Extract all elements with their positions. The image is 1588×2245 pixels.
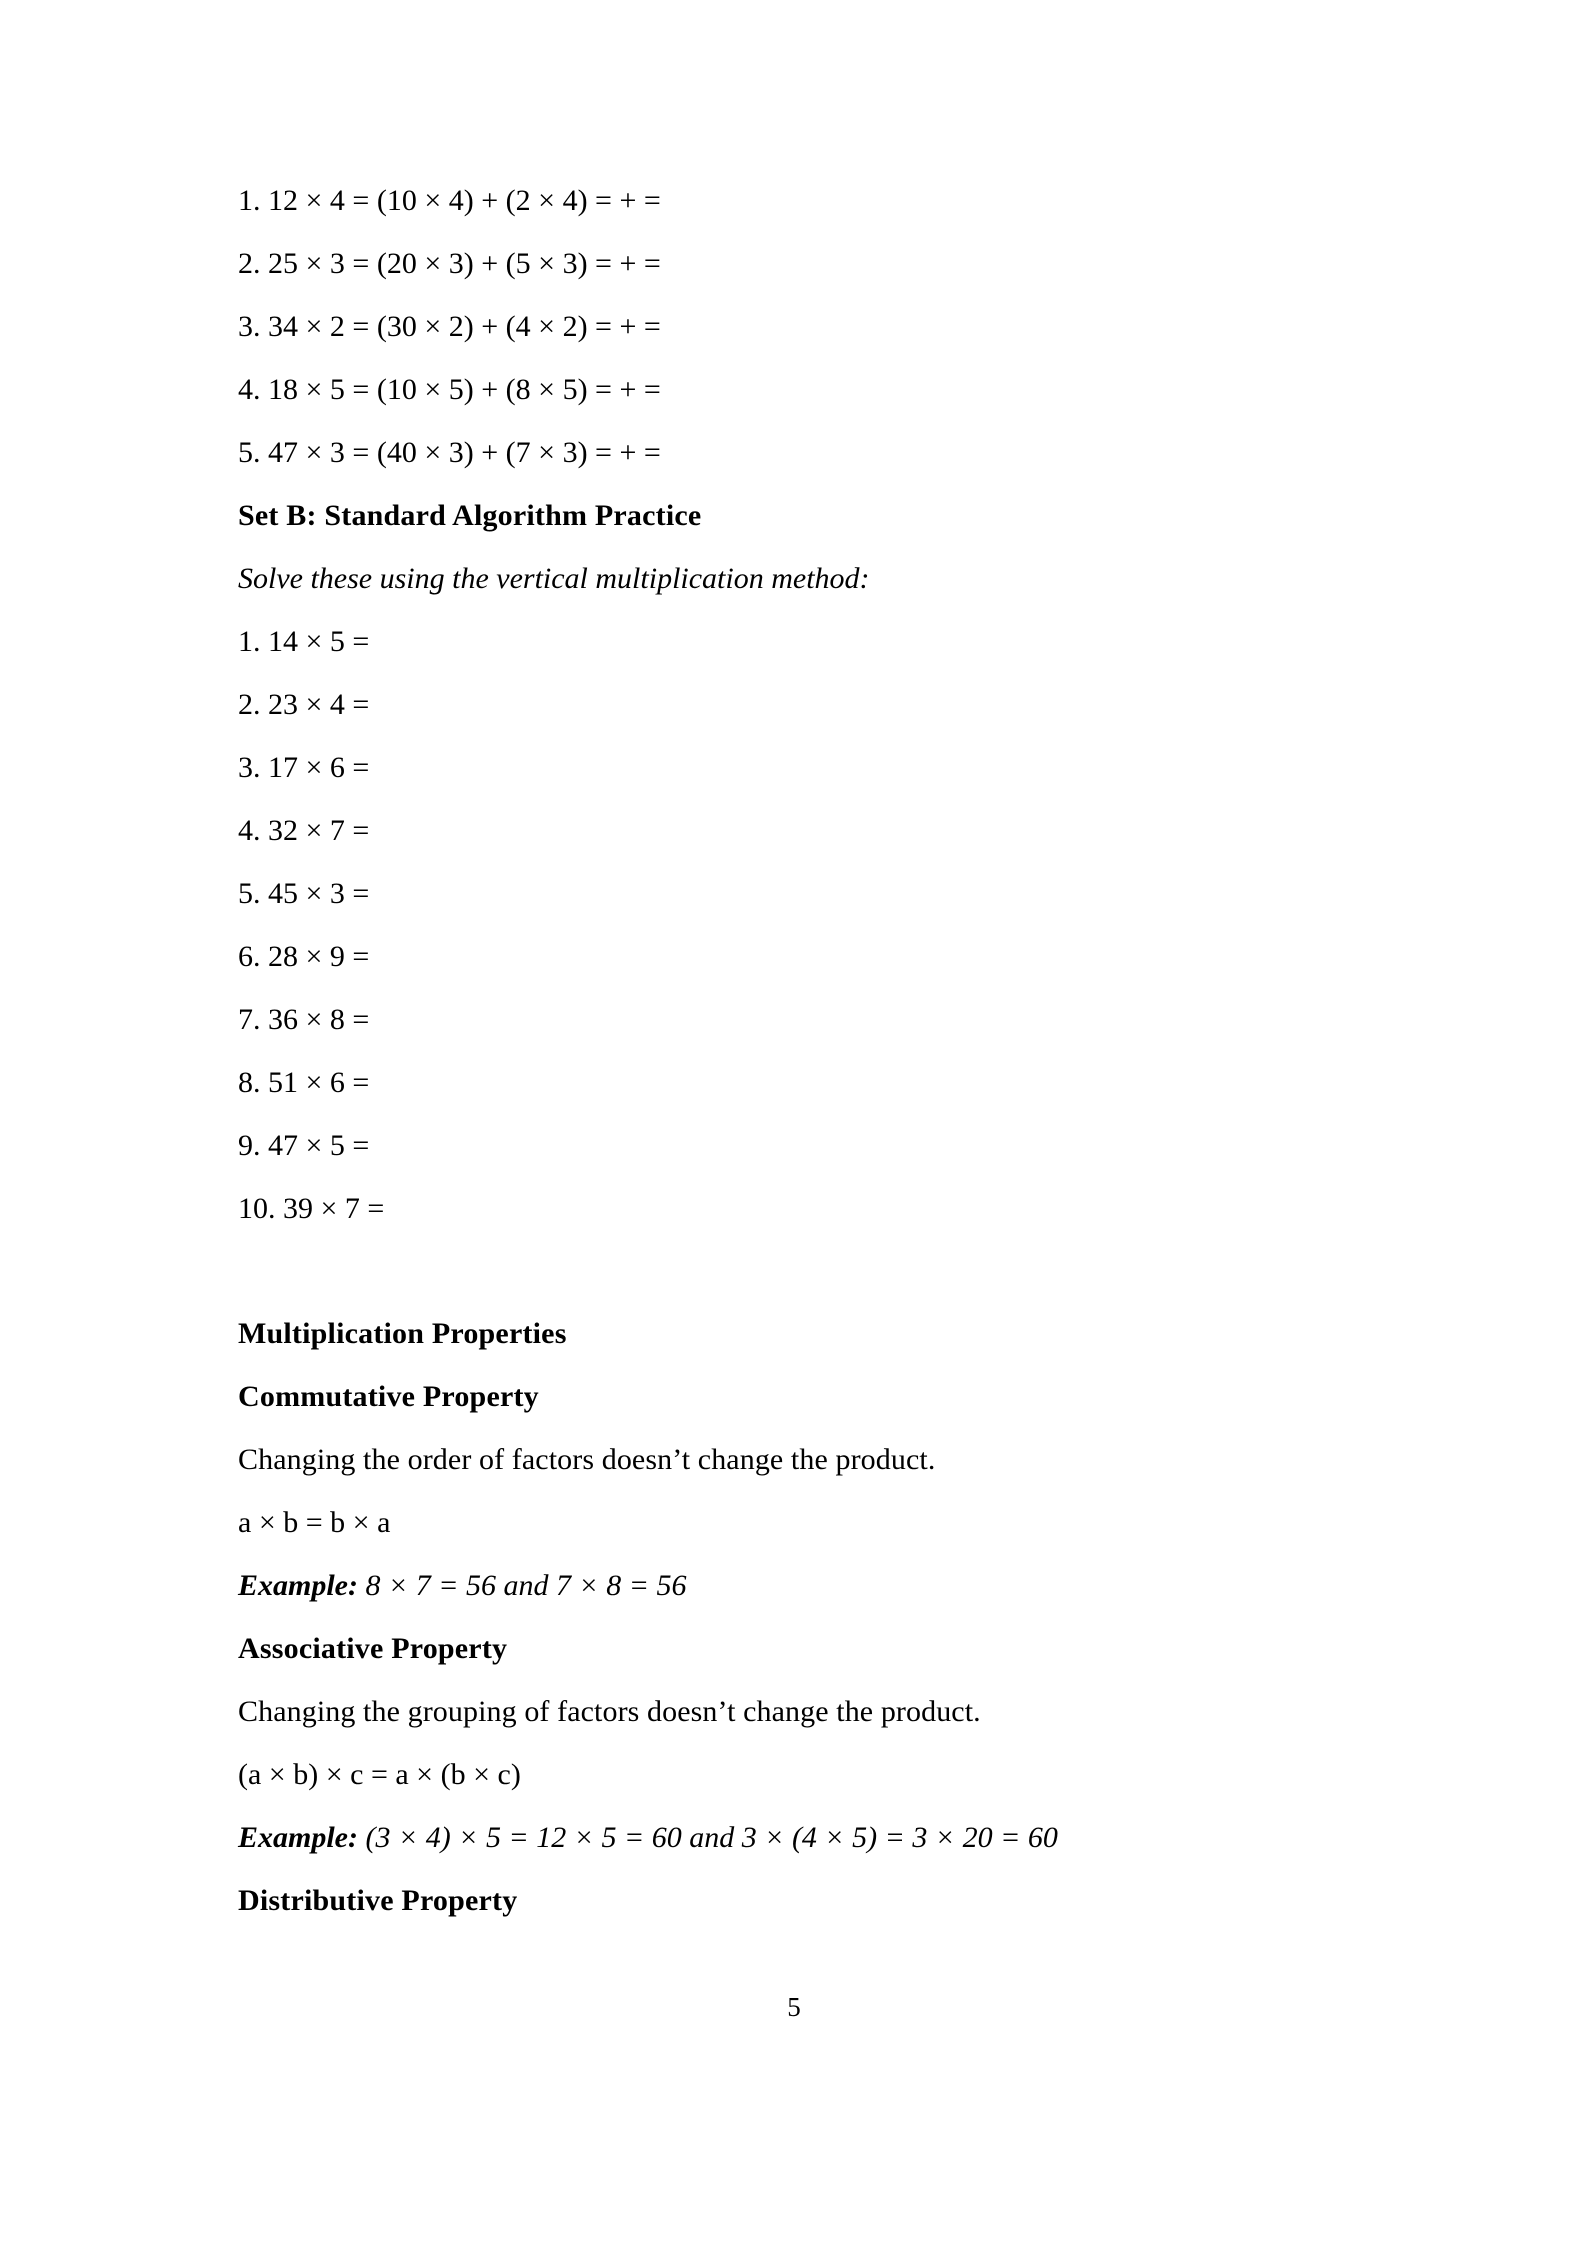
set-b-heading: Set B: Standard Algorithm Practice xyxy=(238,499,702,532)
commutative-property-example xyxy=(238,1571,1348,1601)
example-label: Example: xyxy=(238,1821,358,1854)
set-b-item: 4. 32 × 7 = xyxy=(238,814,370,847)
associative-property-example xyxy=(238,1823,1348,1853)
set-b-item: 1. 14 × 5 = xyxy=(238,625,370,658)
multiplication-properties-heading: Multiplication Properties xyxy=(238,1317,567,1350)
set-b-item: 10. 39 × 7 = xyxy=(238,1192,385,1225)
section-spacer xyxy=(238,1257,1348,1319)
associative-property-description: Changing the grouping of factors doesn’t change the product. xyxy=(238,1695,981,1728)
set-b-item: 7. 36 × 8 = xyxy=(238,1003,370,1036)
distributive-property-heading: Distributive Property xyxy=(238,1884,518,1917)
set-a-item: 2. 25 × 3 = (20 × 3) + (5 × 3) = + = xyxy=(238,247,661,280)
set-b-item: 8. 51 × 6 = xyxy=(238,1066,370,1099)
set-b-item: 2. 23 × 4 = xyxy=(238,688,370,721)
page-content xyxy=(238,186,1348,1949)
set-a-item: 4. 18 × 5 = (10 × 5) + (8 × 5) = + = xyxy=(238,373,661,406)
example-body: 8 × 7 = 56 and 7 × 8 = 56 xyxy=(358,1569,687,1602)
commutative-property-heading: Commutative Property xyxy=(238,1380,539,1413)
set-b-item: 3. 17 × 6 = xyxy=(238,751,370,784)
set-b-item: 9. 47 × 5 = xyxy=(238,1129,370,1162)
set-a-item: 3. 34 × 2 = (30 × 2) + (4 × 2) = + = xyxy=(238,310,661,343)
example-label: Example: xyxy=(238,1569,358,1602)
page-number: 5 xyxy=(787,1992,801,2022)
set-b-instruction: Solve these using the vertical multiplication method: xyxy=(238,562,870,595)
commutative-property-description: Changing the order of factors doesn’t change the product. xyxy=(238,1443,936,1476)
set-b-item: 6. 28 × 9 = xyxy=(238,940,370,973)
example-body: (3 × 4) × 5 = 12 × 5 = 60 and 3 × (4 × 5) = 3 × 20 = 60 xyxy=(358,1821,1058,1854)
commutative-property-formula: a × b = b × a xyxy=(238,1506,391,1539)
set-b-item: 5. 45 × 3 = xyxy=(238,877,370,910)
associative-property-heading: Associative Property xyxy=(238,1632,508,1665)
set-a-item: 5. 47 × 3 = (40 × 3) + (7 × 3) = + = xyxy=(238,436,661,469)
set-a-item: 1. 12 × 4 = (10 × 4) + (2 × 4) = + = xyxy=(238,184,661,217)
associative-property-formula: (a × b) × c = a × (b × c) xyxy=(238,1758,521,1791)
